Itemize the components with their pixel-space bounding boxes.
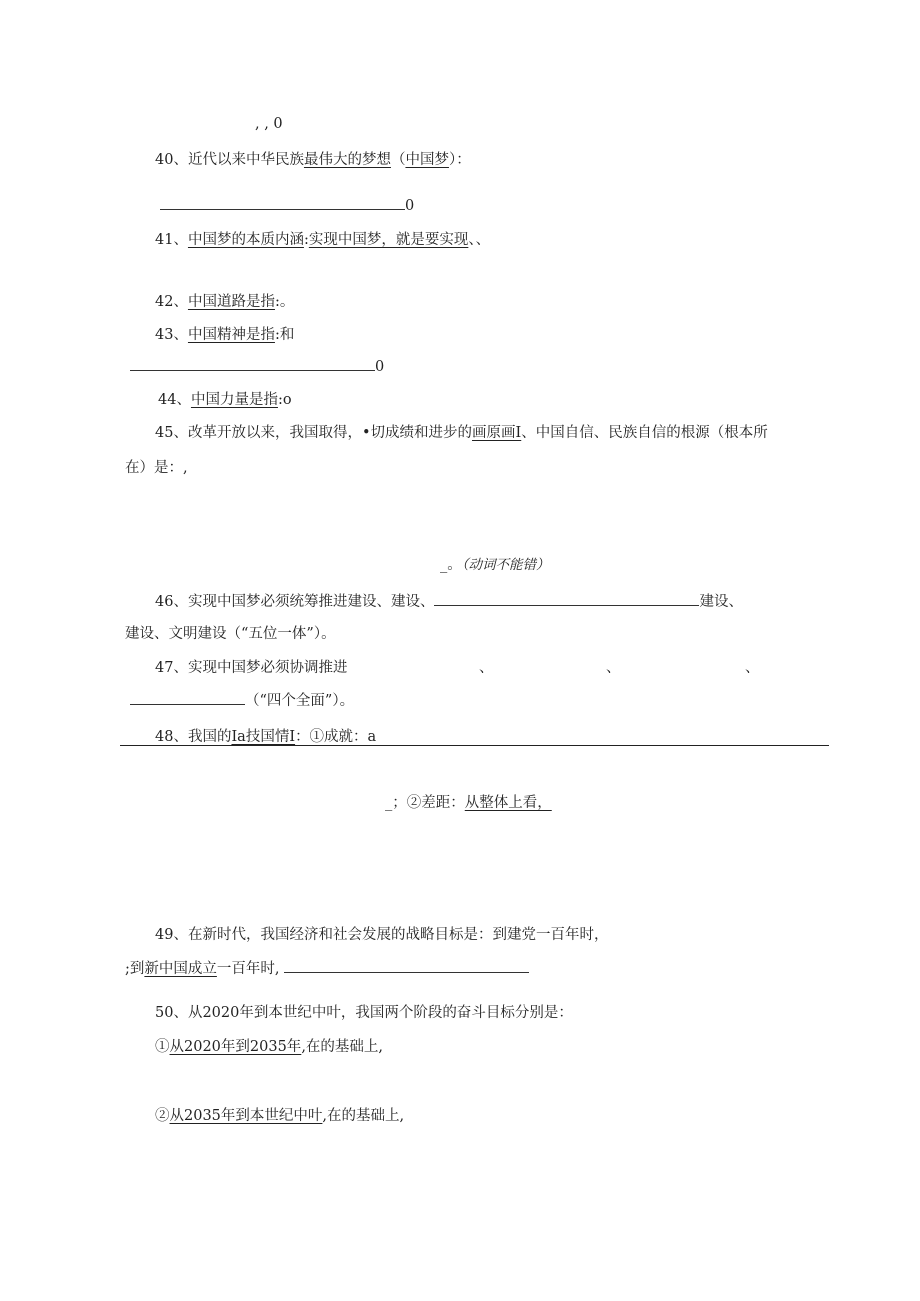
q48-line-2-text: _；②差距：	[385, 795, 465, 811]
question-44	[158, 390, 292, 410]
answer-blank	[284, 958, 529, 973]
q43-number: 43、	[155, 327, 188, 343]
q40-paren: （	[390, 152, 406, 168]
q45-text: 45、改革开放以来，我国取得，•切成绩和进步的	[155, 425, 473, 441]
q45-line-2	[125, 458, 188, 478]
q40-text: 40、近代以来中华民族	[155, 152, 304, 168]
q45-tail	[440, 555, 550, 575]
question-50	[155, 1003, 573, 1023]
q45-text-2: 、中国自信、民族自信的根源（根本所	[521, 425, 768, 441]
q50-stage-1-underlined: 从2020年到2035年	[169, 1039, 302, 1055]
q41-tail: 、、	[468, 232, 491, 248]
q43-underlined: 中国精神是指	[187, 327, 275, 343]
answer-blank	[130, 356, 375, 371]
answer-blank	[434, 591, 699, 606]
q49-text: 49、在新时代，我国经济和社会发展的战略目标是：到建党一百年时，	[155, 927, 609, 943]
q50-stage-1	[155, 1037, 383, 1057]
q43-answer-line	[130, 356, 384, 377]
q50-stage-2-mark: ②	[155, 1108, 170, 1124]
q40-answer-line	[160, 195, 414, 216]
q48-answer-rule	[120, 745, 829, 746]
q49-line-2-post: 一百年时,	[216, 961, 280, 977]
q40-end: 0	[405, 198, 415, 214]
q44-tail: :o	[277, 392, 292, 408]
q49-line-2	[125, 958, 529, 979]
q40-underlined-1: 最伟大的梦想	[303, 152, 391, 168]
q42-number: 42、	[155, 294, 188, 310]
q44-underlined: 中国力量是指	[190, 392, 278, 408]
q45-underlined: 画原画I	[472, 425, 522, 441]
q46-end: 建设、	[699, 594, 743, 610]
q45-tail-blank: _。	[440, 557, 462, 573]
q44-number: 44、	[158, 392, 191, 408]
q41-number: 41、	[155, 232, 188, 248]
question-42	[155, 292, 294, 312]
question-41	[155, 230, 490, 250]
question-46	[155, 591, 743, 612]
q46-line-2-text: 建设、文明建设（“五位一体”）。	[125, 626, 336, 642]
q42-underlined: 中国道路是指	[187, 294, 275, 310]
question-49	[155, 925, 608, 945]
q40-colon: ）：	[448, 152, 471, 168]
q50-stage-2	[155, 1106, 404, 1126]
q49-underlined: 新中国成立	[144, 961, 217, 977]
q48-underlined-2: 从整体上看，	[464, 795, 552, 811]
q50-text: 50、从2020年到本世纪中叶，我国两个阶段的奋斗目标分别是：	[155, 1005, 573, 1021]
answer-blank	[130, 690, 245, 705]
q50-stage-1-mark: ①	[155, 1039, 170, 1055]
q47-sep-2: 、	[606, 660, 621, 676]
question-48	[155, 727, 376, 747]
q42-tail: :。	[274, 294, 295, 310]
question-40	[155, 150, 471, 170]
q43-tail: :和	[274, 327, 295, 343]
q41-colon: :	[303, 232, 309, 248]
q48-text: 48、我国的	[155, 729, 232, 745]
question-45	[155, 423, 768, 443]
q40-underlined-2: 中国梦	[405, 152, 449, 168]
q50-stage-1-tail: ,在的基础上,	[301, 1039, 384, 1055]
q47-line-2	[130, 690, 354, 711]
answer-blank	[160, 195, 405, 210]
q47-sep-1: 、	[479, 660, 494, 676]
q49-line-2-pre: ;到	[125, 961, 145, 977]
q45-note: （动词不能错）	[461, 557, 550, 573]
question-47	[155, 658, 347, 678]
q45-line-2-text: 在）是：,	[125, 460, 188, 476]
q47-text: 47、实现中国梦必须协调推进	[155, 660, 348, 676]
question-43	[155, 325, 294, 345]
q50-stage-2-underlined: 从2035年到本世纪中叶	[169, 1108, 323, 1124]
q48-underlined: Ia技国情I	[231, 729, 296, 745]
q47-line-2-text: （“四个全面”）。	[245, 693, 355, 709]
q41-underlined-1: 中国梦的本质内涵	[187, 232, 304, 248]
q48-line-2	[385, 793, 552, 813]
q50-stage-2-tail: ,在的基础上,	[322, 1108, 405, 1124]
fragment-line: , , 0	[255, 116, 283, 132]
q47-sep-3: 、	[745, 660, 760, 676]
q41-underlined-2: 实现中国梦，就是要实现	[308, 232, 469, 248]
q46-text: 46、实现中国梦必须统筹推进建设、建设、	[155, 594, 435, 610]
q46-line-2	[125, 624, 336, 644]
q43-end: 0	[375, 359, 385, 375]
q48-tail: ：①成就：a	[295, 729, 377, 745]
